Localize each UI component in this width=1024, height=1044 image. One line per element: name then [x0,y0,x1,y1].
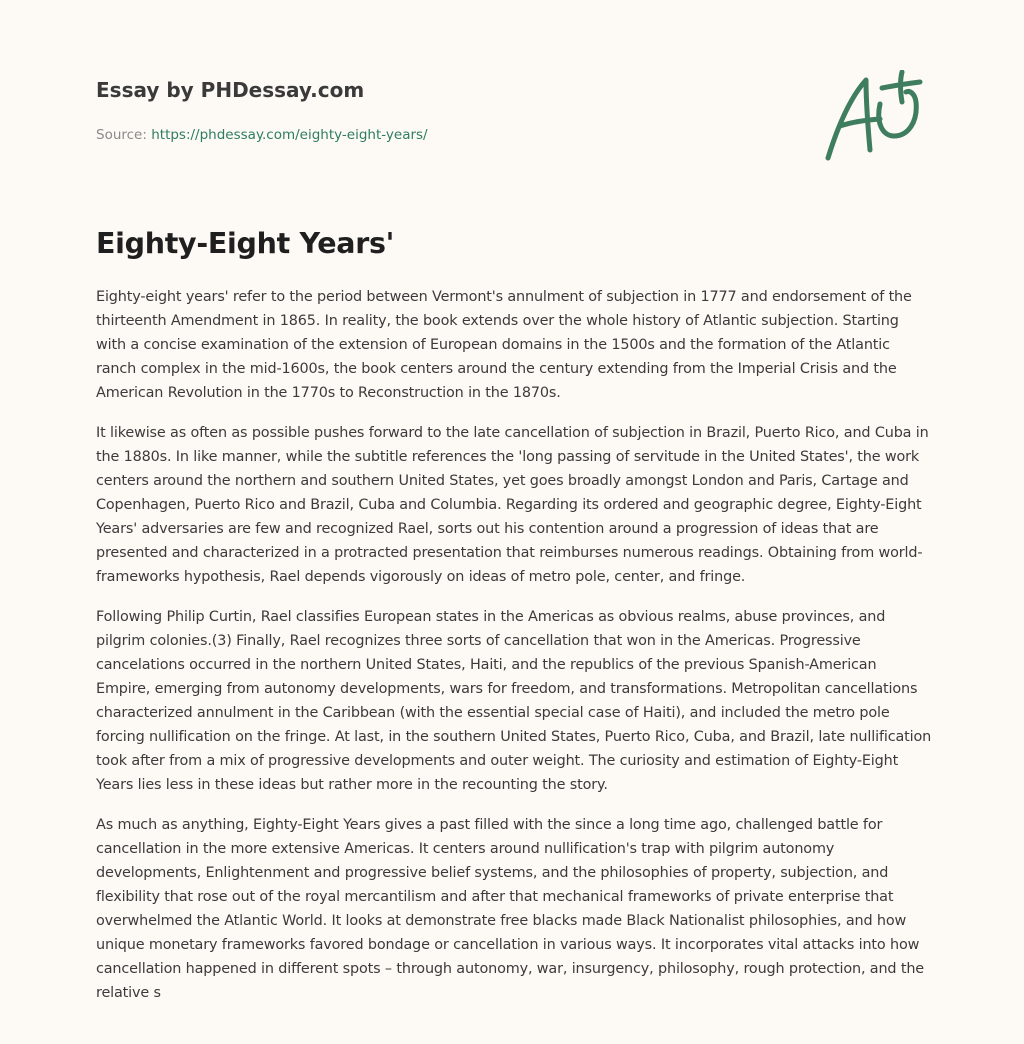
article-paragraph-1: Eighty-eight years' refer to the period between Vermont's annulment of subjection in 1777 and endorsement of the thirteenth Amendment in 1865. In reality, the book extends over the whole history of Atlantic subjection. Starting with a concise examination of the extension of European domains in the 1500s and the formation of the Atlantic ranch complex in the mid-1600s, the book centers around the century extending from the Imperial Crisis and the American Revolution in the 1770s to Reconstruction in the 1870s. [96,289,912,401]
article-title: Eighty-Eight Years' [96,227,395,260]
article-body [96,285,932,1021]
source-line [96,126,796,144]
article-paragraph-3: Following Philip Curtin, Rael classifies European states in the Americas as obvious realms, abuse provinces, and pilgrim colonies.(3) Finally, Rael recognizes three sorts of cancellation that won in the Americas. Progressive cancelations occurred in the northern United States, Haiti, and the republics of the previous Spanish-American Empire, emerging from autonomy developments, wars for freedom, and transformations. Metropolitan cancellations characterized annulment in the Caribbean (with the essential special case of Haiti), and included the metro pole forcing nullification on the fringe. At last, in the southern United States, Puerto Rico, Cuba, and Brazil, late nullification took after from a mix of progressive developments and outer weight. The curiosity and estimation of Eighty-Eight Years lies less in these ideas but rather more in the recounting the story. [96,609,932,793]
article-paragraph-4: As much as anything, Eighty-Eight Years gives a past filled with the since a long time ago, challenged battle for cancellation in the more extensive Americas. It centers around nullification's trap with pilgrim autonomy developments, Enlightenment and progressive belief systems, and the philosophies of property, subjection, and flexibility that rose out of the royal mercantilism and after that mechanical frameworks of private enterprise that overwhelmed the Atlantic World. It looks at demonstrate free blacks made Black Nationalist philosophies, and how unique monetary frameworks favored bondage or cancellation in various ways. It incorporates vital attacks into how cancellation happened in different spots – through autonomy, war, insurgency, philosophy, rough protection, and the relative s [96,817,925,1001]
source-label: Source: [96,127,152,143]
brand-title: Essay by PHDessay.com [96,78,365,102]
a-plus-logo-icon [822,70,926,166]
article-paragraph-2: It likewise as often as possible pushes forward to the late cancellation of subjection in Brazil, Puerto Rico, and Cuba in the 1880s. In like manner, while the subtitle references the 'long passing of servitude in the United States', the work centers around the northern and southern United States, yet goes broadly amongst London and Paris, Cartage and Copenhagen, Puerto Rico and Brazil, Cuba and Columbia. Regarding its ordered and geographic degree, Eighty-Eight Years' adversaries are few and recognized Rael, sorts out his contention around a progression of ideas that are presented and characterized in a protracted presentation that reimburses numerous readings. Obtaining from world-frameworks hypothesis, Rael depends vigorously on ideas of metro pole, center, and fringe. [96,425,929,585]
page-header [96,76,796,144]
source-link[interactable]: https://phdessay.com/eighty-eight-years/ [151,127,428,143]
